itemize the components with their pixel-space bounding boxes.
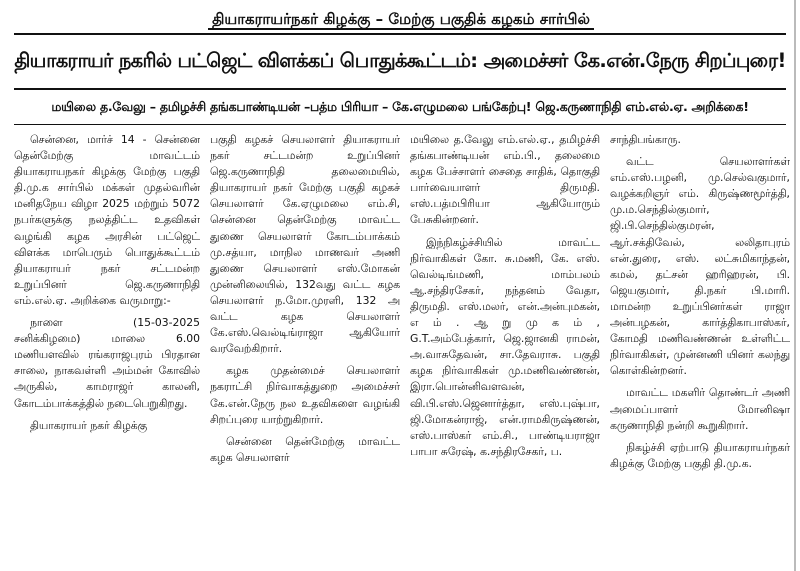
paragraph: வட்ட செயலாளர்கள் எம்.எஸ்.பழனி, மு.செல்வகுமார், வழக்கறிஞர் எம். கிருஷ்ணமூர்த்தி, மு.ம.செந்தில்குமார், ஜி.பி.செந்தில்குமரன், ஆர்.சக்திவேல், லலிதாபுரம் என்.துரை, எஸ். லட்சுமிகாந்தன், கமல், தட்சன் ஹரிஹரன், பி. ஜெயகுமார், தி.நகர் பி.மாரி. மாமன்ற உறுப்பினர்கள் ராஜா அன்பழகன், கார்த்திகாபாஸ்கர், கோமதி மணிவண்ணன் உள்ளிட்ட நிர்வாகிகள், முன்னணி யினர் கலந்து கொள்கின்றனர். (610, 155, 790, 378)
kicker-text: தியாகராயர்நகர் கிழக்கு – மேற்கு பகுதிக் கழகம் சார்பில் (208, 10, 594, 30)
column-2 (210, 132, 400, 566)
article-kicker (118, 6, 684, 32)
article-body (14, 132, 790, 566)
column-4 (610, 132, 790, 566)
paragraph: சென்னை தென்மேற்கு மாவட்ட கழக செயலாளர் (210, 434, 400, 464)
paragraph: மாவட்ட மகளிர் தொண்டர் அணி அமைப்பாளர் மோனிஷா கருணாநிதி நன்றி கூறுகிறார். (610, 386, 790, 432)
paragraph: பகுதி கழகச் செயலாளர் தியாகராயர் நகர் சட்டமன்ற உறுப்பினர் ஜெ.கருணாநிதி தலைமையில், தியாகராயர் நகர் மேற்கு பகுதி கழகச் செயலாளர் கே.ஏழுமலை எம்.சி, சென்னை தென்மேற்கு மாவட்ட துணை செயலாளர் கோடம்பாக்கம் மு.சத்யா, மாநில மாணவர் அணி துணை செயலாளர் எஸ்.மோகன் முன்னிலையில், 132வது வட்ட கழக செயலாளர் ந.மோ.முரளி, 132 அ வட்ட கழக செயலாளர் கே.எஸ்.வெல்டிங்ராஜா ஆகியோர் வரவேற்கிறார். (210, 133, 400, 356)
column-3 (410, 132, 600, 566)
headline-top-rule (14, 33, 786, 35)
paragraph: இந்நிகழ்ச்சியில் மாவட்ட நிர்வாகிகள் கோ. சு.மணி, கே. எஸ். வெல்டிங்மணி, மாம்பலம் ஆ.சந்திரசேகர், நந்தனம் வேதா, திருமதி. எஸ்.மலர், என்.அன்புமகன், எ ம் . ஆ று மு க ம் , G.T.அம்பேத்கார், ஜெ.ஜானகி ராமன், அ.வாசுதேவன், சா.தேவராசு. பகுதி கழக நிர்வாகிகள் மு.மணிவண்ணன், இரா.பொன்னிவளவன், வி.பி.எஸ்.ஜெனார்த்தா, எஸ்.புஷ்பா, ஜி.மோகன்ராஜ், என்.ராமகிருஷ்ணன், எஸ்.பாஸ்கர் எம்.சி., பாண்டியராஜா பாபா சுரேஷ், க.சந்திரசேகர், ப. (410, 235, 600, 458)
column-1 (14, 132, 200, 566)
article-headline: தியாகராயர் நகரில் பட்ஜெட் விளக்கப் பொதுக்கூட்டம்: அமைச்சர் கே.என்.நேரு சிறப்புரை! (14, 49, 786, 72)
page-edge-rule (794, 0, 796, 571)
paragraph: மயிலை த.வேலு எம்.எல்.ஏ., தமிழச்சி தங்கபாண்டியன் எம்.பி., தலைமை கழக பேச்சாளர் சைதை சாதிக், தொகுதி பார்வையாளர் திருமதி. எஸ்.பத்மபிரியா ஆகியோரும் பேசுகின்றனர். (410, 133, 600, 227)
paragraph: சாந்திபங்காரு. (610, 133, 681, 146)
paragraph: தியாகராயர் நகர் கிழக்கு (30, 418, 148, 432)
paragraph: நாளை (15-03-2025 சனிக்கிழமை) மாலை 6.00 மணியளவில் ரங்கராஜபுரம் பிரதான சாலை, நாகவள்ளி அம்மன் கோவில் அருகில், காமராஜர் காலனி, கோடம்பாக்கத்தில் நடைபெறுகிறது. (14, 316, 200, 410)
paragraph: கழக முதன்மைச் செயலாளர் நகராட்சி நிர்வாகத்துறை அமைச்சர் கே.என்.நேரு நல உதவிகளை வழங்கி சிறப்புரை யாற்றுகிறார். (210, 364, 400, 426)
paragraph: சென்னை, மார்ச் 14 - சென்னை தென்மேற்கு மாவட்டம் தியாகராயநகர் கிழக்கு மேற்கு பகுதி தி.மு.க சார்பில் மக்கள் முதல்வரின் மனிதநேய விழா 2025 மற்றும் 5072 நபர்களுக்கு நலத்திட்ட உதவிகள் வழங்கி கழக அரசின் பட்ஜெட் விளக்க மாபெரும் பொதுக்கூட்டம் தியாகராயர் நகர் சட்டமன்ற உறுப்பினர் ஜெ.கருணாநிதி எம்.எல்.ஏ. அறிக்கை வருமாறு:- (14, 133, 200, 307)
headline-bottom-rule (14, 88, 786, 90)
article-subhead: மயிலை த.வேலு – தமிழச்சி தங்கபாண்டியன் –பத்ம பிரியா – கே.எழுமலை பங்கேற்பு! ஜெ.கருணாநிதி எம்.எல்.ஏ. அறிக்கை! (51, 99, 749, 114)
paragraph: நிகழ்ச்சி ஏற்பாடு தியாகராயர்நகர் கிழக்கு மேற்கு பகுதி தி.மு.க. (610, 440, 790, 470)
subhead-bottom-rule (14, 124, 786, 125)
